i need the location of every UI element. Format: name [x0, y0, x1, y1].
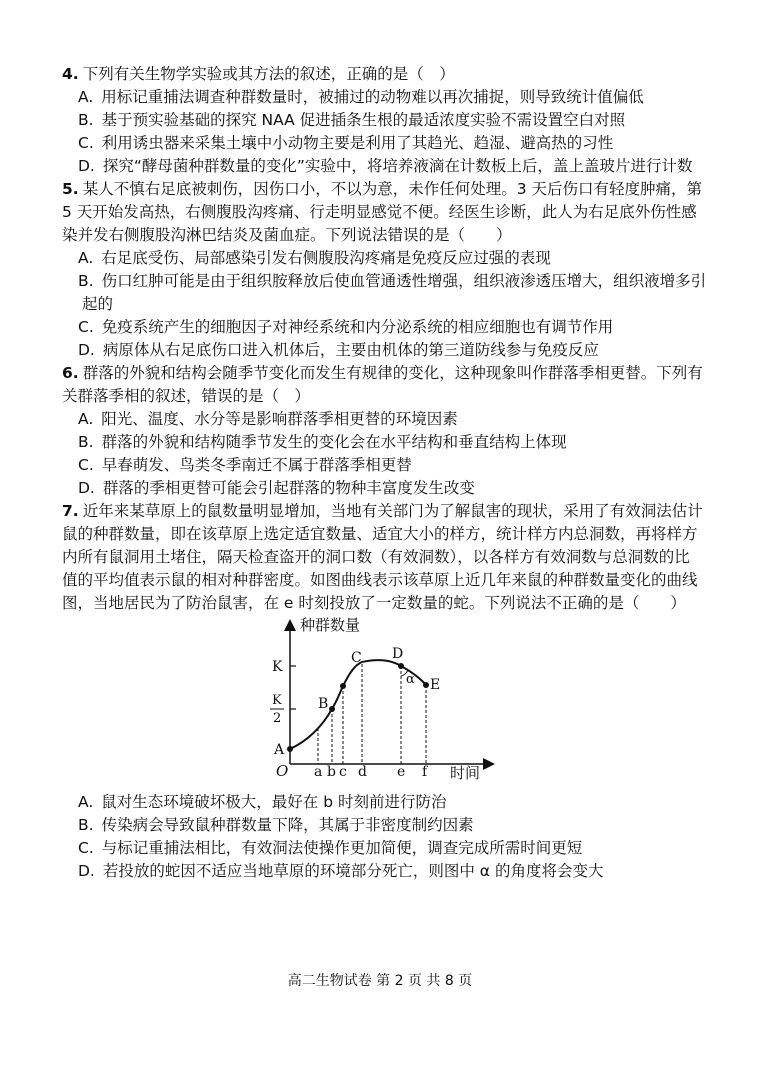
question-5-option-d: D. 病原体从右足底伤口进入机体后，主要由机体的第三道防线参与免疫反应: [78, 341, 599, 359]
x-tick-c: c: [339, 764, 347, 780]
question-5-option-b-continued: 起的: [82, 295, 114, 313]
y-tick-half-num: K: [272, 693, 282, 708]
question-7-option-c: C. 与标记重捕法相比，有效洞法使操作更加简便，调查完成所需时间更短: [78, 839, 583, 857]
question-6-option-d: D. 群落的季相更替可能会引起群落的物种丰富度发生改变: [78, 479, 475, 497]
question-6-stem-line-2: 关群落季相的叙述，错误的是（ ）: [62, 387, 311, 405]
point-d: [398, 663, 404, 669]
question-6-option-a: A. 阳光、温度、水分等是影响群落季相更替的环境因素: [78, 410, 458, 428]
point-e: [423, 682, 429, 688]
question-6-stem: 6. 群落的外貌和结构会随季节变化而发生有规律的变化，这种现象叫作群落季相更替。下列有: [62, 364, 703, 382]
x-tick-d: d: [358, 764, 367, 780]
question-number: 5.: [62, 180, 79, 198]
question-7-stem-line-4: 值的平均值表示鼠的相对种群密度。如图曲线表示该草原上近几年来鼠的种群数量变化的曲线: [62, 571, 698, 589]
point-label-d: D: [392, 646, 404, 662]
question-5-stem: 5. 某人不慎右足底被刺伤，因伤口小，不以为意，未作任何处理。3 天后伤口有轻度肿痛，第: [62, 180, 702, 198]
question-5-stem-line-3: 染并发右侧腹股沟淋巴结炎及菌血症。下列说法错误的是（ ）: [62, 226, 512, 244]
question-7-option-a: A. 鼠对生态环境破坏极大，最好在 b 时刻前进行防治: [78, 793, 447, 811]
question-number: 6.: [62, 364, 79, 382]
question-6-option-c: C. 早春萌发、鸟类冬季南迁不属于群落季相更替: [78, 456, 412, 474]
question-5-option-b: B. 伤口红肿可能是由于组织胺释放后使血管通透性增强，组织液渗透压增大，组织液增多引: [78, 272, 707, 290]
x-tick-b: b: [327, 764, 336, 780]
origin-label: O: [276, 762, 289, 780]
question-number: 4.: [62, 65, 79, 83]
y-tick-k: K: [272, 659, 283, 675]
y-axis-label: 种群数量: [300, 616, 361, 634]
alpha-label: α: [406, 672, 415, 687]
question-4-stem: 4. 下列有关生物学实验或其方法的叙述，正确的是（ ）: [62, 65, 455, 83]
question-4-option-a: A. 用标记重捕法调查种群数量时，被捕过的动物难以再次捕捉，则导致统计值偏低: [78, 88, 644, 106]
question-4-option-b: B. 基于预实验基础的探究 NAA 促进插条生根的最适浓度实验不需设置空白对照: [78, 111, 626, 129]
question-7-stem-line-2: 鼠的种群数量，即在该草原上选定适宜数量、适宜大小的样方，统计样方内总洞数，再将样方: [62, 525, 698, 543]
point-c: [340, 683, 346, 689]
question-7-stem: 7. 近年来某草原上的鼠数量明显增加，当地有关部门为了解鼠害的现状，采用了有效洞法估计: [62, 502, 703, 520]
question-5-stem-line-2: 5 天开始发高热，右侧腹股沟疼痛、行走明显感觉不便。经医生诊断，此人为右足底外伤性感: [62, 203, 697, 221]
point-label-b: B: [318, 696, 329, 712]
x-tick-f: f: [422, 764, 428, 780]
point-a: [287, 746, 293, 752]
x-tick-a: a: [314, 764, 323, 780]
question-7-stem-line-3: 内所有鼠洞用土堵住，隔天检查盗开的洞口数（有效洞数），以各样方有效洞数与总洞数的比: [62, 548, 690, 566]
question-6-option-b: B. 群落的外貌和结构随季节发生的变化会在水平结构和垂直结构上体现: [78, 433, 567, 451]
question-number: 7.: [62, 502, 79, 520]
question-4-option-c: C. 利用诱虫器来采集土壤中小动物主要是利用了其趋光、趋湿、避高热的习性: [78, 134, 614, 152]
point-b: [329, 706, 335, 712]
question-7-option-b: B. 传染病会导致鼠种群数量下降，其属于非密度制约因素: [78, 816, 474, 834]
point-label-e: E: [430, 677, 441, 693]
question-5-option-c: C. 免疫系统产生的细胞因子对神经系统和内分泌系统的相应细胞也有调节作用: [78, 318, 614, 336]
x-tick-e: e: [397, 764, 406, 780]
population-curve-figure: [260, 612, 500, 784]
point-label-a: A: [274, 742, 285, 758]
question-7-stem-line-5: 图，当地居民为了防治鼠害，在 e 时刻投放了一定数量的蛇。下列说法不正确的是（ ）: [62, 594, 686, 612]
question-5-option-a: A. 右足底受伤、局部感染引发右侧腹股沟疼痛是免疫反应过强的表现: [78, 249, 551, 267]
x-axis-label: 时间: [450, 764, 481, 782]
question-4-option-d: D. 探究“酵母菌种群数量的变化”实验中，将培养液滴在计数板上后，盖上盖玻片进行计数: [78, 157, 693, 175]
y-tick-half-den: 2: [273, 711, 282, 726]
question-7-option-d: D. 若投放的蛇因不适应当地草原的环境部分死亡，则图中 α 的角度将会变大: [78, 862, 604, 880]
point-label-c: C: [351, 650, 362, 666]
page-footer: 高二生物试卷 第 2 页 共 8 页: [287, 973, 473, 989]
